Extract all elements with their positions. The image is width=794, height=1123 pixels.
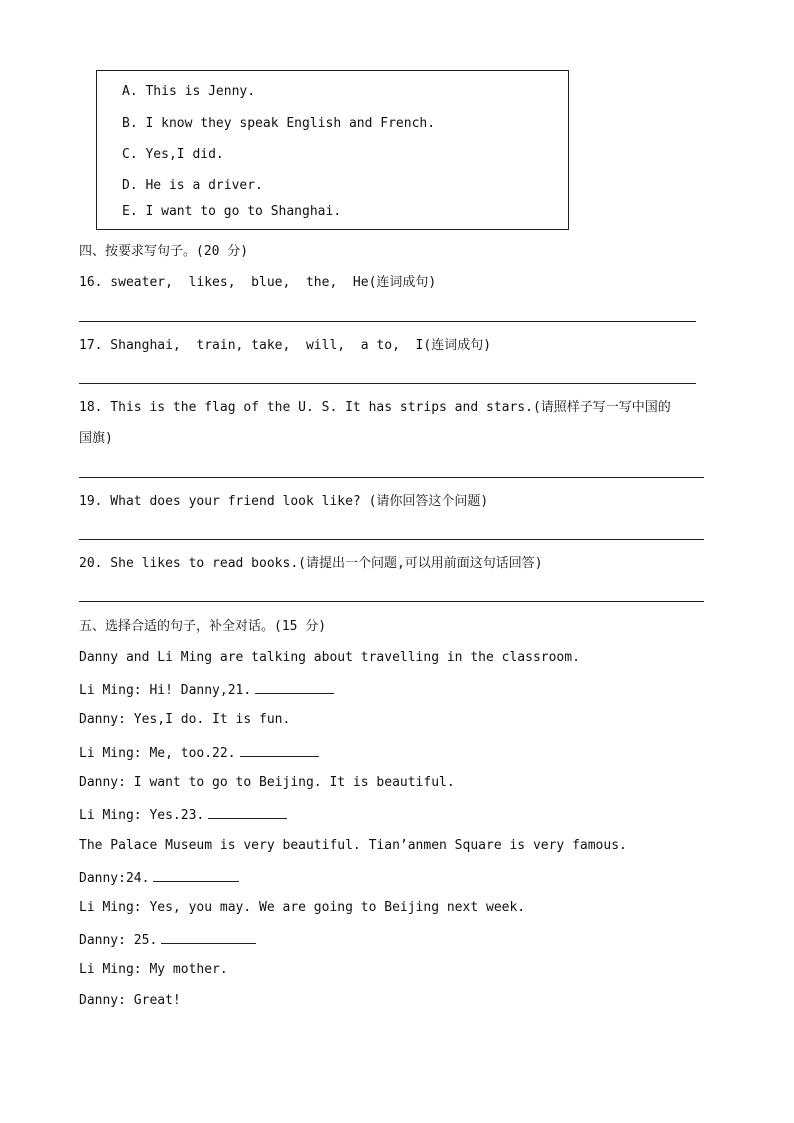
answer-line-19[interactable] bbox=[79, 539, 704, 540]
option-b: B. I know they speak English and French. bbox=[122, 116, 436, 131]
dialogue-line: Danny: Great! bbox=[79, 993, 181, 1008]
blank-25[interactable] bbox=[161, 929, 256, 944]
question-20: 20. She likes to read books.(请提出一个问题,可以用前面这句话回答) bbox=[79, 556, 543, 571]
dialogue-line: Li Ming: My mother. bbox=[79, 962, 228, 977]
dialogue-text: Danny:24. bbox=[79, 871, 150, 886]
option-c: C. Yes,I did. bbox=[122, 147, 224, 162]
dialogue-text: Danny: 25. bbox=[79, 933, 158, 948]
dialogue-line: Danny: Yes,I do. It is fun. bbox=[79, 712, 291, 727]
answer-line-18[interactable] bbox=[79, 477, 704, 478]
section4-heading: 四、按要求写句子。(20 分) bbox=[79, 244, 249, 259]
question-17: 17. Shanghai, train, take, will, a to, I(连词成句) bbox=[79, 338, 492, 353]
dialogue-text: Li Ming: Me, too.22. bbox=[79, 746, 236, 761]
answer-line-17[interactable] bbox=[79, 383, 696, 384]
question-18-cont: 国旗) bbox=[79, 431, 113, 446]
blank-24[interactable] bbox=[153, 867, 239, 882]
dialogue-line-25 bbox=[79, 929, 256, 951]
option-d: D. He is a driver. bbox=[122, 178, 263, 193]
dialogue-line-23 bbox=[79, 804, 287, 826]
option-a: A. This is Jenny. bbox=[122, 84, 256, 99]
blank-21[interactable] bbox=[255, 679, 334, 694]
dialogue-line-21 bbox=[79, 679, 334, 701]
section5-heading: 五、选择合适的句子，补全对话。(15 分) bbox=[79, 619, 327, 634]
dialogue-intro: Danny and Li Ming are talking about travelling in the classroom. bbox=[79, 650, 580, 665]
question-16: 16. sweater, likes, blue, the, He(连词成句) bbox=[79, 275, 437, 290]
question-19: 19. What does your friend look like? (请你回答这个问题) bbox=[79, 494, 489, 509]
answer-options-box bbox=[96, 70, 569, 230]
dialogue-line-22 bbox=[79, 742, 319, 764]
answer-line-16[interactable] bbox=[79, 321, 696, 322]
dialogue-text: Li Ming: Yes.23. bbox=[79, 808, 205, 823]
dialogue-line: The Palace Museum is very beautiful. Tian’anmen Square is very famous. bbox=[79, 838, 627, 853]
dialogue-line: Danny: I want to go to Beijing. It is beautiful. bbox=[79, 775, 455, 790]
option-e: E. I want to go to Shanghai. bbox=[122, 204, 342, 219]
blank-23[interactable] bbox=[208, 804, 287, 819]
question-18: 18. This is the flag of the U. S. It has strips and stars.(请照样子写一写中国的 bbox=[79, 400, 671, 415]
dialogue-line-24 bbox=[79, 867, 239, 889]
dialogue-line: Li Ming: Yes, you may. We are going to Beijing next week. bbox=[79, 900, 526, 915]
blank-22[interactable] bbox=[240, 742, 319, 757]
answer-line-20[interactable] bbox=[79, 601, 704, 602]
dialogue-text: Li Ming: Hi! Danny,21. bbox=[79, 683, 252, 698]
